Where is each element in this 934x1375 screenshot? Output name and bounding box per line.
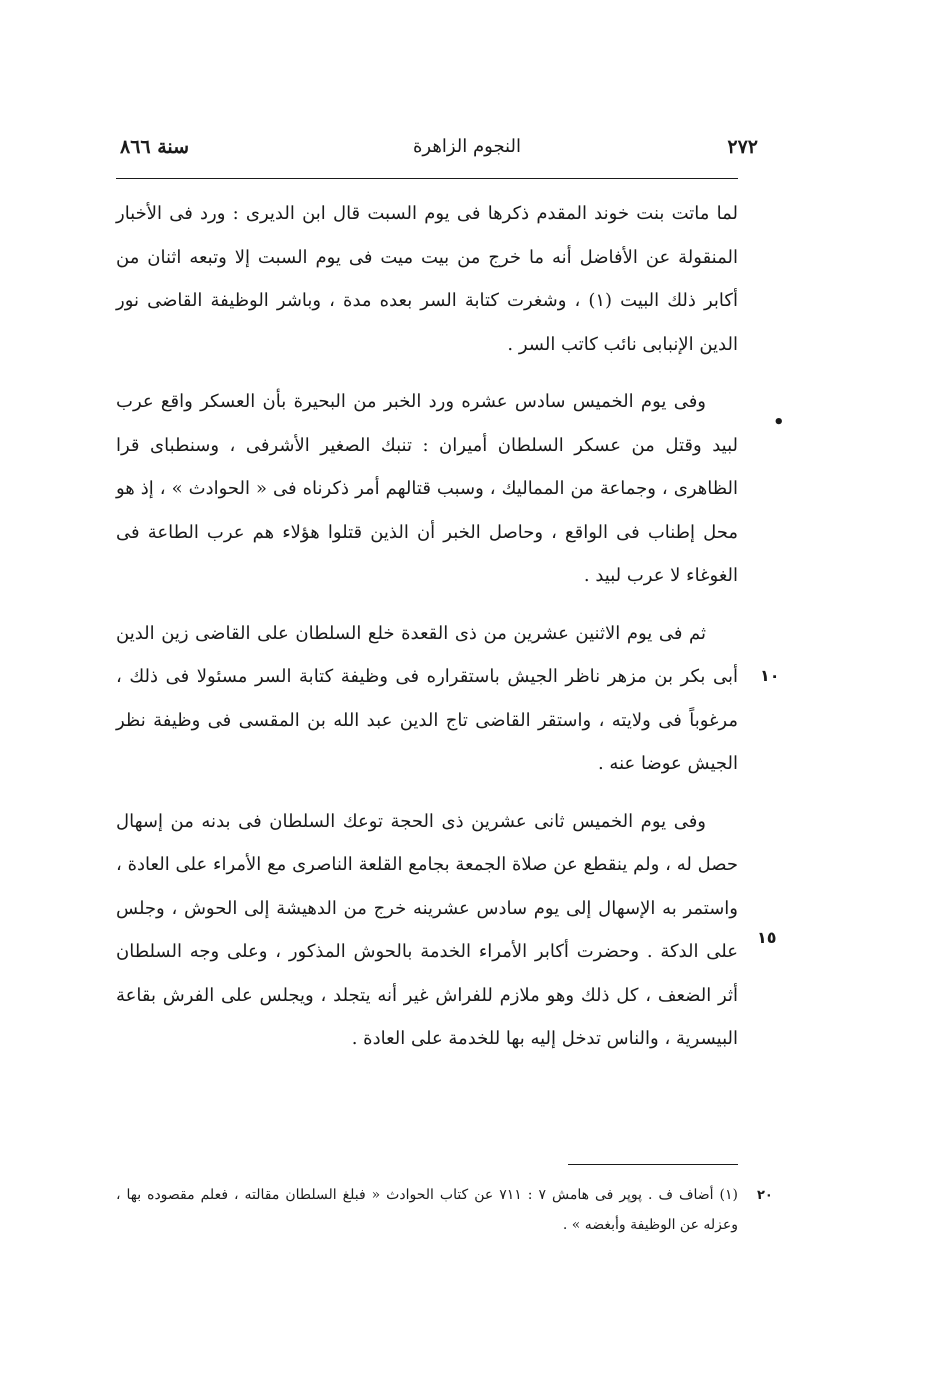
margin-line-number-20: ٢٠: [757, 1188, 773, 1203]
paragraph-4: [116, 800, 738, 1061]
header-year: سنة ٨٦٦: [120, 136, 190, 158]
paragraph-4-text: وفى يوم الخميس ثانى عشرين ذى الحجة توعك السلطان فى بدنه من إسهال حصل له ، ولم ينقطع عن صلاة الجمعة بجامع القلعة الناصرى مع الأمراء على العادة ، واستمر به الإسهال إلى يوم سادس عشرينه خرج من الدهيشة إلى الحوش ، وجلس على الدكة . وحضرت أكابر الأمراء الخدمة بالحوش المذكور ، وعلى وجه السلطان أثر الضعف ، كل ذلك وهو ملازم للفراش غير أنه يتجلد ، ويجلس على الفرش بقاعة البيسرية ، والناس تدخل إليه بها للخدمة على العادة .: [116, 810, 738, 1049]
header-rule: [116, 178, 738, 179]
page-number: ٢٧٢: [727, 136, 758, 158]
running-title: النجوم الزاهرة: [413, 136, 521, 157]
paragraph-1-text: لما ماتت بنت خوند المقدم ذكرها فى يوم السبت قال ابن الديرى : ورد فى الأخبار المنقولة عن الأفاضل أنه ما خرج من بيت ميت فى يوم السبت إلا وتبعه اثنان من أكابر ذلك البيت (١) ، وشغرت كتابة السر بعده مدة ، وباشر الوظيفة القاضى نور الدين الإنبابى نائب كاتب السر .: [116, 203, 738, 355]
paragraph-2: [116, 380, 738, 598]
paragraph-1: [116, 192, 738, 366]
footnote-rule: [568, 1164, 738, 1165]
paragraph-3: [116, 612, 738, 786]
margin-line-number-10: ١٠: [760, 666, 780, 685]
footnote: (١) أضاف ف . پوپر فى هامش ٧ : ٧١١ عن كتاب الحوادث « فبلغ السلطان مقالته ، فعلم مقصوده بها ، وعزله عن الوظيفة وأبغضه » .: [116, 1187, 738, 1233]
margin-dot-mark: •: [773, 412, 785, 433]
paragraph-2-text: وفى يوم الخميس سادس عشره ورد الخبر من البحيرة بأن العسكر واقع عرب لبيد وقتل من عسكر السلطان أميران : تنبك الصغير الأشرفى ، وسنطباى قرا الظاهرى ، وجماعة من المماليك ، وسبب قتالهم أمر ذكرناه فى « الحوادث » ، إذ هو محل إطناب فى الواقع ، وحاصل الخبر أن الذين قتلوا هؤلاء هم عرب الطاعة فى الغوغاء لا عرب لبيد .: [116, 391, 738, 586]
margin-line-number-15: ١٥: [757, 928, 777, 947]
main-text: [116, 192, 738, 1061]
paragraph-3-text: ثم فى يوم الاثنين عشرين من ذى القعدة خلع السلطان على القاضى زين الدين أبى بكر بن مزهر ناظر الجيش باستقراره فى وظيفة كتابة السر مسئولا فى ذلك ، مرغوباً فى ولايته ، واستقر القاضى تاج الدين عبد الله بن المقسى فى وظيفة نظر الجيش عوضا عنه .: [116, 622, 738, 774]
